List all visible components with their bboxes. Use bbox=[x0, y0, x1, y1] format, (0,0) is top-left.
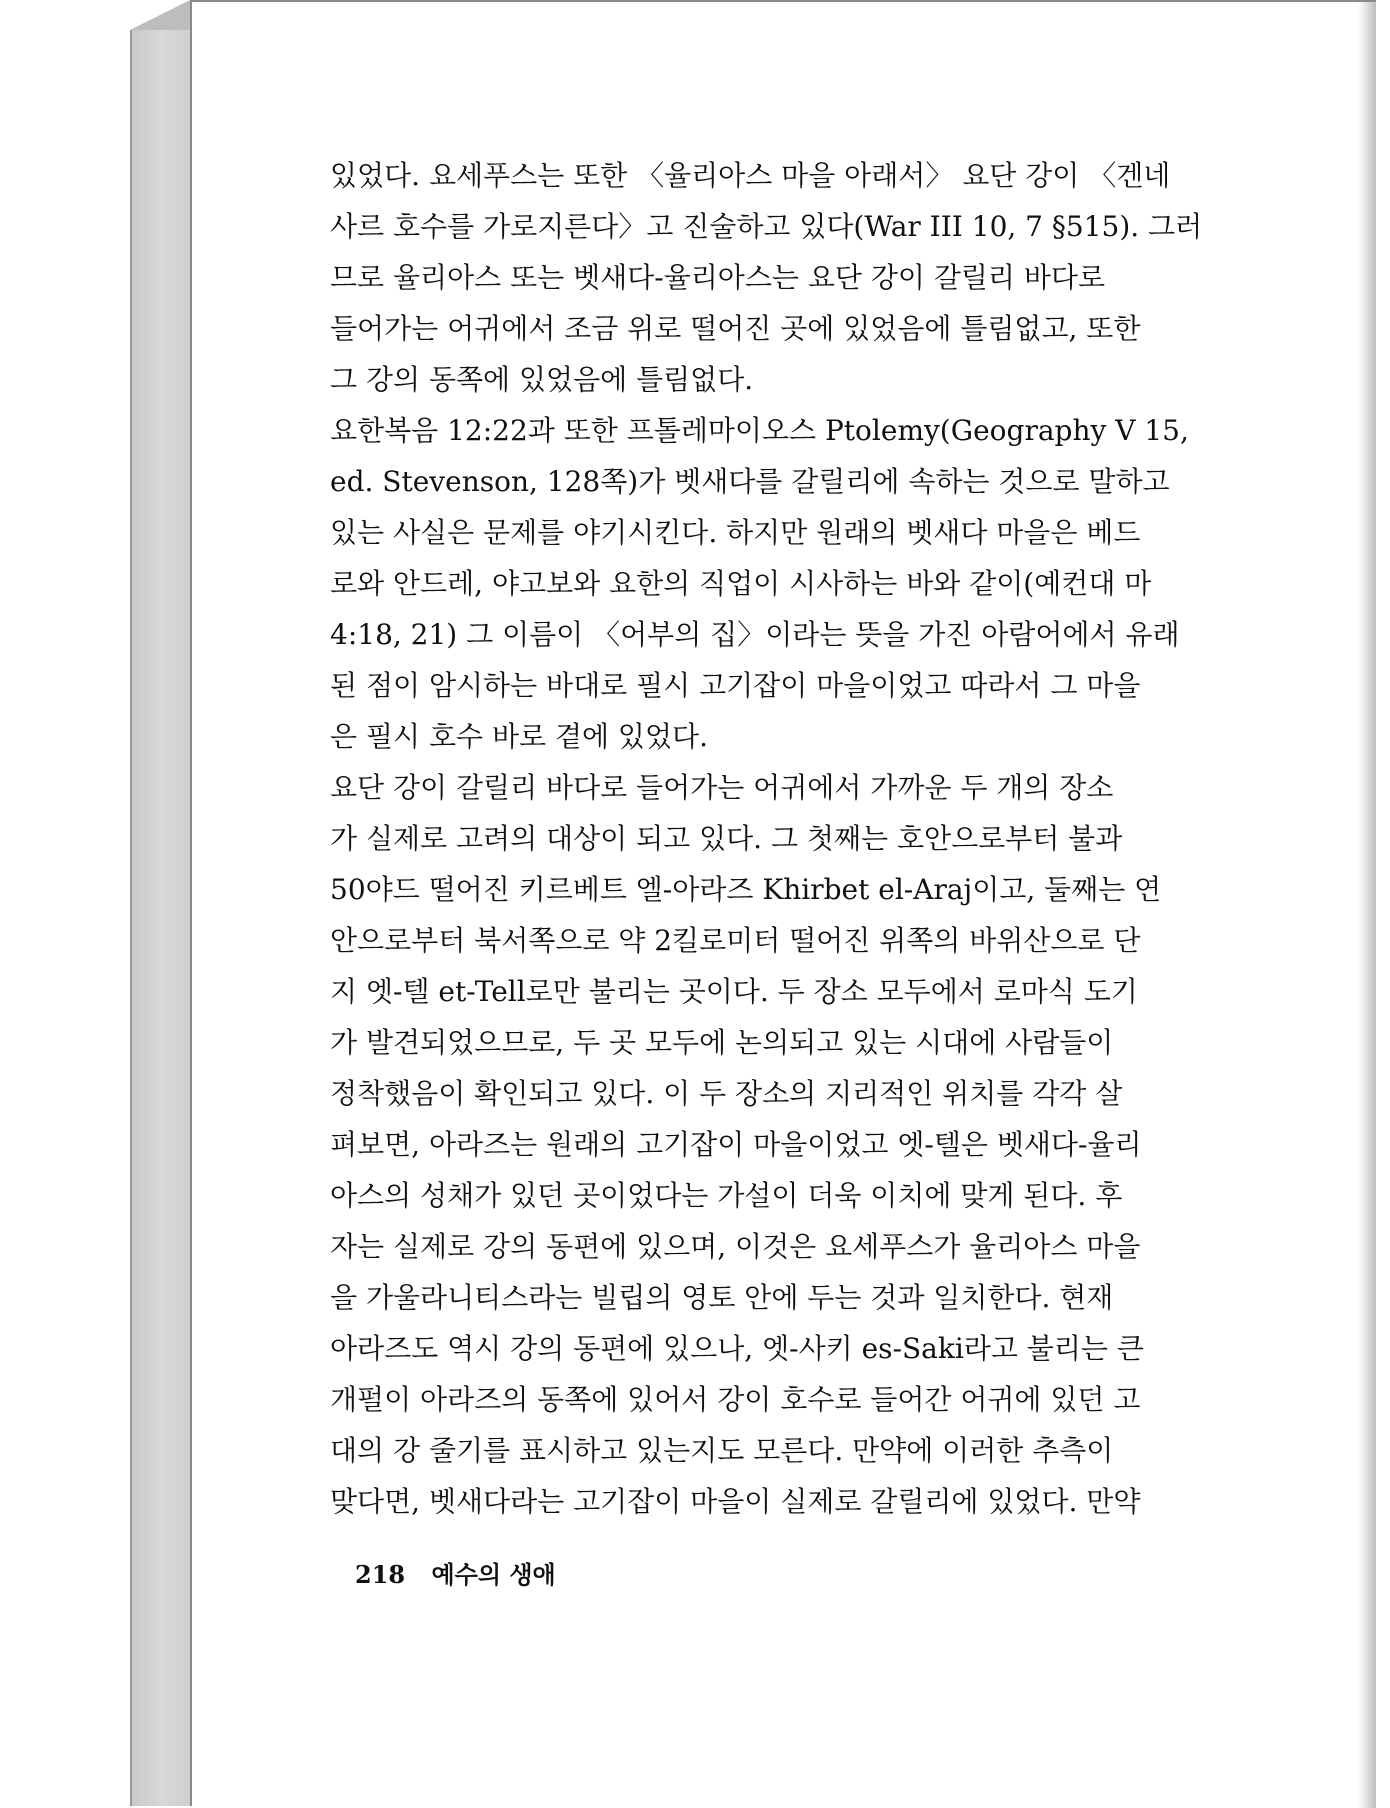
page-number: 218 bbox=[355, 1560, 406, 1589]
text-line: 있었다. 요세푸스는 또한 〈율리아스 마을 아래서〉 요단 강이 〈겐네 bbox=[330, 159, 1171, 192]
text-line: 을 가울라니티스라는 빌립의 영토 안에 두는 것과 일치한다. 현재 bbox=[330, 1281, 1114, 1314]
text-line: 은 필시 호수 바로 곁에 있었다. bbox=[330, 720, 708, 753]
text-line: 로와 안드레, 야고보와 요한의 직업이 시사하는 바와 같이(예컨대 마 bbox=[330, 567, 1152, 600]
text-line: 들어가는 어귀에서 조금 위로 떨어진 곳에 있었음에 틀림없고, 또한 bbox=[330, 312, 1141, 345]
page-footer bbox=[355, 1555, 556, 1590]
text-line: 므로 율리아스 또는 벳새다-율리아스는 요단 강이 갈릴리 바다로 bbox=[330, 261, 1106, 294]
text-line: 대의 강 줄기를 표시하고 있는지도 모른다. 만약에 이러한 추측이 bbox=[330, 1434, 1114, 1467]
text-line: 된 점이 암시하는 바대로 필시 고기잡이 마을이었고 따라서 그 마을 bbox=[330, 669, 1141, 702]
text-line: 안으로부터 북서쪽으로 약 2킬로미터 떨어진 위쪽의 바위산으로 단 bbox=[330, 924, 1141, 957]
running-title: 예수의 생애 bbox=[431, 1560, 556, 1589]
text-line: 가 발견되었으므로, 두 곳 모두에 논의되고 있는 시대에 사람들이 bbox=[330, 1026, 1114, 1059]
book-spine bbox=[130, 30, 190, 1806]
text-line: 50야드 떨어진 키르베트 엘-아라즈 Khirbet el-Araj이고, 둘째는 연 bbox=[330, 873, 1162, 906]
text-line: 펴보면, 아라즈는 원래의 고기잡이 마을이었고 엣-텔은 벳새다-율리 bbox=[330, 1128, 1142, 1161]
text-line: 맞다면, 벳새다라는 고기잡이 마을이 실제로 갈릴리에 있었다. 만약 bbox=[330, 1485, 1141, 1518]
text-line: 4:18, 21) 그 이름이 〈어부의 집〉이라는 뜻을 가진 아람어에서 유래 bbox=[330, 618, 1180, 651]
text-line: 개펄이 아라즈의 동쪽에 있어서 강이 호수로 들어간 어귀에 있던 고 bbox=[330, 1383, 1141, 1416]
text-line: 정착했음이 확인되고 있다. 이 두 장소의 지리적인 위치를 각각 살 bbox=[330, 1077, 1123, 1110]
text-line: 지 엣-텔 et-Tell로만 불리는 곳이다. 두 장소 모두에서 로마식 도기 bbox=[330, 975, 1138, 1008]
text-line: ed. Stevenson, 128쪽)가 벳새다를 갈릴리에 속하는 것으로 말하고 bbox=[330, 465, 1170, 498]
text-line: 자는 실제로 강의 동편에 있으며, 이것은 요세푸스가 율리아스 마을 bbox=[330, 1230, 1141, 1263]
text-line: 요단 강이 갈릴리 바다로 들어가는 어귀에서 가까운 두 개의 장소 bbox=[330, 771, 1114, 804]
text-line: 아스의 성채가 있던 곳이었다는 가설이 더욱 이치에 맞게 된다. 후 bbox=[330, 1179, 1123, 1212]
text-line: 사르 호수를 가로지른다〉고 진술하고 있다(War III 10, 7 §515). 그러 bbox=[330, 210, 1203, 243]
text-line: 아라즈도 역시 강의 동편에 있으나, 엣-사키 es-Saki라고 불리는 큰 bbox=[330, 1332, 1144, 1365]
page-edge-shadow bbox=[1358, 2, 1376, 1808]
body-text bbox=[330, 150, 1210, 1527]
text-line: 요한복음 12:22과 또한 프톨레마이오스 Ptolemy(Geography V 15, bbox=[330, 414, 1189, 447]
text-line: 있는 사실은 문제를 야기시킨다. 하지만 원래의 벳새다 마을은 베드 bbox=[330, 516, 1141, 549]
text-line: 가 실제로 고려의 대상이 되고 있다. 그 첫째는 호안으로부터 불과 bbox=[330, 822, 1123, 855]
text-line: 그 강의 동쪽에 있었음에 틀림없다. bbox=[330, 363, 754, 396]
book-spine-top bbox=[130, 0, 190, 30]
